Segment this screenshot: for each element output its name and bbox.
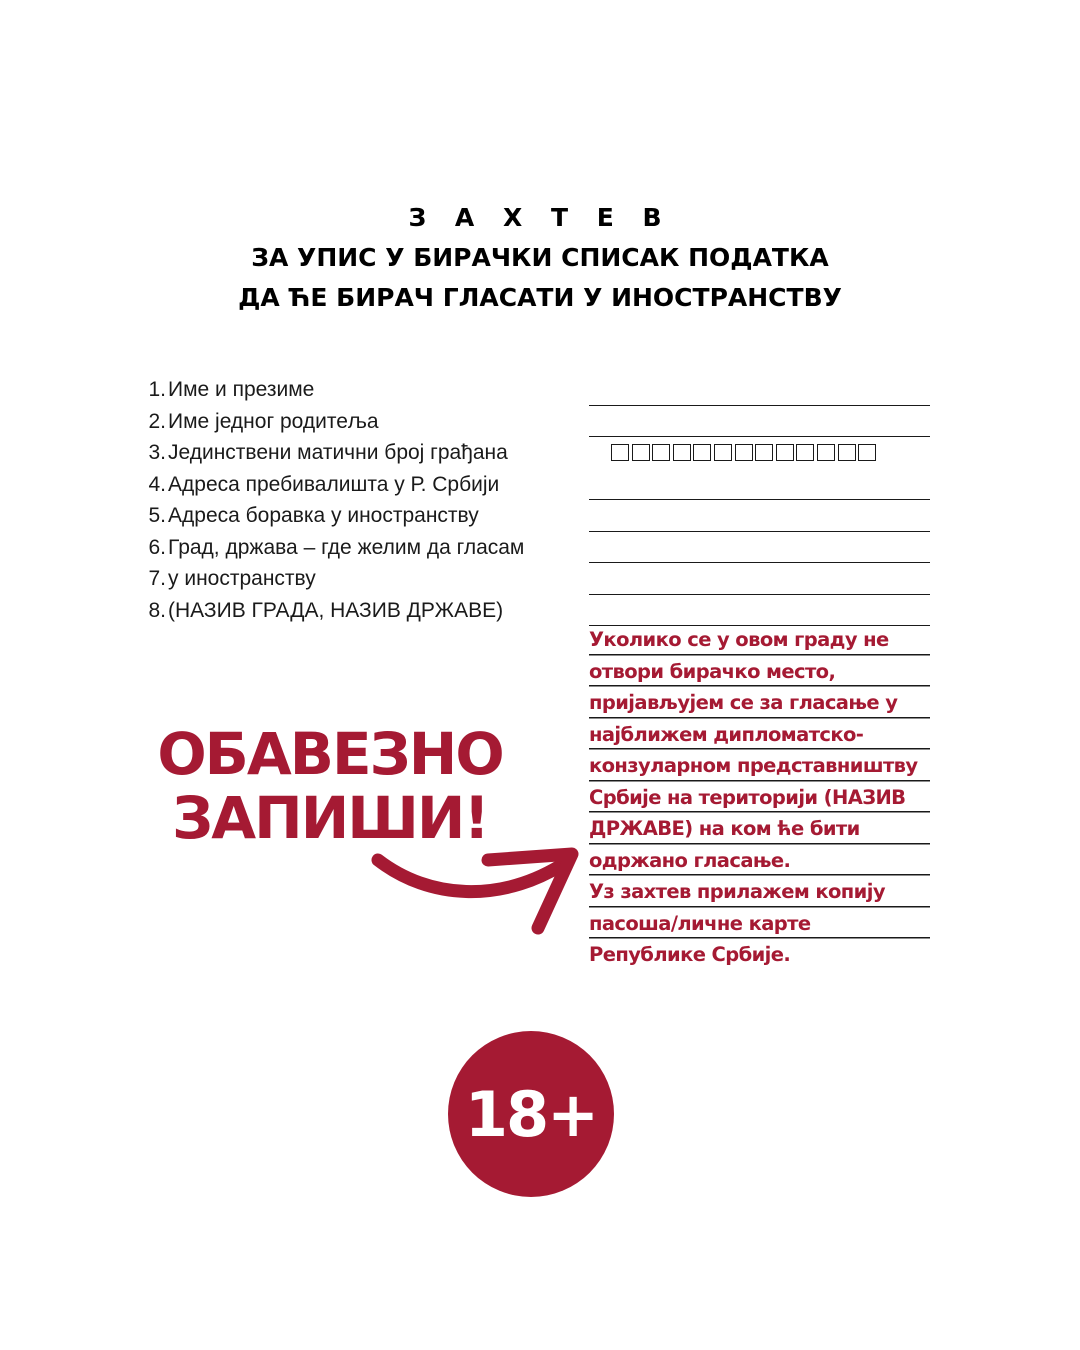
note-line: отвори бирачко место, (589, 656, 959, 688)
note-line: конзуларном представништву (589, 750, 959, 782)
field-number: 7. (148, 567, 166, 590)
age-badge: 18+ (448, 1031, 614, 1197)
field-label-item (142, 469, 524, 501)
field-label: Адреса пребивалишта у Р. Србији (168, 472, 500, 496)
field-number: 8. (148, 598, 166, 622)
title-line-1: З А Х Т Е В (408, 203, 672, 232)
field-number: 2. (148, 409, 166, 433)
digit-box[interactable] (776, 444, 794, 461)
note-line: Уз захтев прилажем копију (589, 876, 959, 908)
note-line: Републике Србије. (589, 943, 791, 966)
field-label: Име и презиме (168, 378, 315, 401)
field-label: Град, држава – где желим да гласам (168, 535, 525, 559)
callout-line-2: ЗАПИШИ! (172, 784, 488, 852)
form-title (0, 198, 1080, 318)
digit-box[interactable] (693, 444, 711, 461)
voting-city-answer-line[interactable] (589, 532, 930, 564)
field-number: 4. (148, 472, 166, 496)
digit-box[interactable] (858, 444, 876, 461)
note-line: пријављујем се за гласање у (589, 687, 959, 719)
jmbg-digit-boxes[interactable] (589, 437, 930, 469)
digit-box[interactable] (673, 444, 691, 461)
note-line: одржано гласање. (589, 845, 959, 877)
note-line: ДРЖАВЕ) на ком ће бити (589, 813, 959, 845)
callout-line-1: ОБАВЕЗНО (157, 720, 503, 788)
field-label-item (142, 437, 524, 469)
digit-box[interactable] (611, 444, 629, 461)
declaration-note (589, 624, 959, 971)
digit-box[interactable] (714, 444, 732, 461)
residence-address-answer-line[interactable] (589, 469, 930, 501)
digit-box[interactable] (735, 444, 753, 461)
field-label: Адреса боравка у иностранству (168, 504, 479, 527)
voting-city-answer-line-2[interactable] (589, 563, 930, 595)
note-line: најближем дипломатско- (589, 719, 959, 751)
digit-box[interactable] (838, 444, 856, 461)
parent-name-answer-line[interactable] (589, 406, 930, 438)
field-label-item (142, 406, 524, 438)
field-label-item (142, 500, 524, 532)
field-label: Јединствени матични број грађана (168, 441, 508, 464)
field-label-item (142, 532, 524, 564)
city-country-answer-line[interactable] (589, 595, 930, 627)
name-answer-line[interactable] (589, 374, 930, 406)
field-label: у иностранству (168, 567, 316, 590)
note-line: Србије на територији (НАЗИВ (589, 782, 959, 814)
title-line-3: ДА ЋЕ БИРАЧ ГЛАСАТИ У ИНОСТРАНСТВУ (238, 283, 842, 312)
field-label-item (142, 595, 524, 627)
answer-lines (589, 374, 930, 626)
digit-box[interactable] (632, 444, 650, 461)
digit-box[interactable] (755, 444, 773, 461)
field-label: (НАЗИВ ГРАДА, НАЗИВ ДРЖАВЕ) (168, 598, 504, 622)
digit-box[interactable] (652, 444, 670, 461)
note-line: пасоша/личне карте (589, 908, 959, 940)
field-number: 5. (148, 504, 166, 527)
field-number: 3. (148, 441, 166, 464)
field-number: 6. (148, 535, 166, 559)
field-labels-list (142, 374, 524, 626)
field-label: Име једног родитеља (168, 409, 379, 433)
field-number: 1. (148, 378, 166, 401)
mandatory-callout (150, 722, 510, 850)
note-line: Уколико се у овом граду не (589, 624, 959, 656)
field-label-item (142, 563, 524, 595)
title-line-2: ЗА УПИС У БИРАЧКИ СПИСАК ПОДАТКА (251, 243, 829, 272)
digit-box[interactable] (796, 444, 814, 461)
abroad-address-answer-line[interactable] (589, 500, 930, 532)
curved-arrow-right-icon (360, 838, 600, 938)
field-label-item (142, 374, 524, 406)
digit-box[interactable] (817, 444, 835, 461)
